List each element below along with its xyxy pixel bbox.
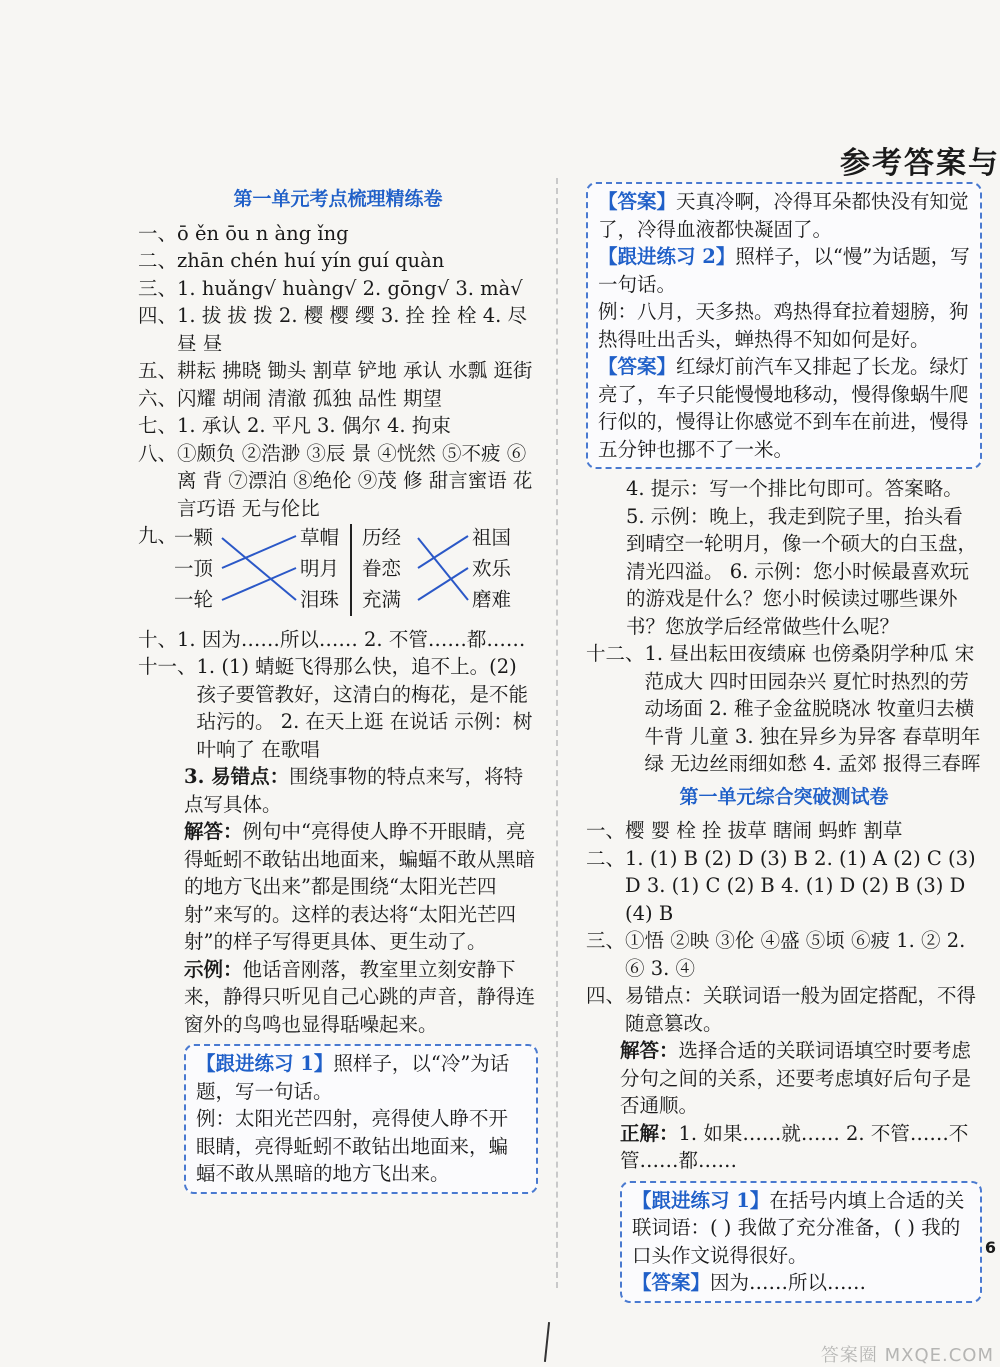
matching-label: 九、 [138,524,178,547]
answer-label: 一、 [138,221,178,245]
hint-paragraph: 4. 提示：写一个排比句即可。答案略。 [626,477,963,500]
answer-text: 闪耀 胡闹 清澈 孤独 品性 期望 [177,386,443,410]
match-right-b-2: 欢乐 [472,556,512,580]
page-number: 6 [984,1238,996,1257]
practice-tag: 【跟进练习 2】 [598,245,736,268]
follow-up-practice-box-3 [620,1181,982,1303]
answer-text: 1. (1) 蜻蜓飞得那么快，追不上。(2) 孩子要管教好，这清白的梅花，是不能玷污的。 2. 在天上逛 在说话 示例：树叶响了 在歌唱 [196,655,533,761]
answer-text: 易错点：关联词语一般为固定搭配，不得随意篡改。 [625,984,977,1035]
page-header-title: 参考答案与 [840,146,1000,181]
answer-text: 樱 婴 栓 拴 拔草 瞎闹 蚂蚱 割草 [625,819,903,842]
matching-diagram [138,522,538,618]
answer-text: 1. 拔 拔 拨 2. 樱 樱 缨 3. 拴 拴 栓 4. 尽 昼 昼 [177,304,528,355]
match-left-2: 一顶 [174,556,214,580]
match-line-4 [418,538,468,600]
match-line-3 [222,568,296,600]
answer-text: 因为……所以…… [710,1271,867,1294]
matching-separator [350,524,352,616]
answer-text: ō ěn ōu n àng ǐng [177,221,349,245]
answer-line-10 [138,626,538,654]
follow-up-practice-box-2 [586,182,982,469]
match-line-2 [222,536,296,568]
practice-example: 例：太阳光芒四射，亮得使人睁不开眼睛，亮得蚯蚓不敢钻出地面来，蝙蝠不敢从黑暗的地方飞出来。 [196,1107,509,1185]
explanation-text: 选择合适的关联词语填空时要考虑分句之间的关系，还要考虑填好后句子是否通顺。 [620,1039,972,1117]
match-mid-2: 明月 [300,556,340,580]
left-column [138,180,538,1200]
answer-text: 1. 因为……所以…… 2. 不管……都…… [177,627,526,651]
answer-line [586,817,982,845]
correct-answer-text: 1. 如果……就…… 2. 不管……不管……都…… [620,1121,969,1172]
practice-tag: 【跟进练习 1】 [632,1188,770,1212]
answer-label: 一、 [586,819,626,842]
match-left-1: 一颗 [174,525,214,549]
answer-line [586,982,982,1037]
answer-label: 五、 [138,359,178,382]
left-answer-list [138,220,538,523]
answer-line [138,275,538,303]
match-right-a-3: 充满 [362,587,402,611]
answer-label: 四、 [138,304,178,327]
section-title-right: 第一单元综合突破测试卷 [679,785,889,808]
match-line-1 [222,538,296,600]
answer-text: ①悟 ②映 ③伦 ④盛 ⑤顷 ⑥疲 1. ② 2. ⑥ 3. ④ [625,929,966,980]
sample-paragraph: 5. 示例：晚上，我走到院子里，抬头看到晴空一轮明月，像一个硕大的白玉盘，清光四溢。 6. 示例：您小时候最喜欢玩的游戏是什么？您小时候读过哪些课外书？您放学后经常做些什么呢？ [626,504,978,638]
answer-text: ①颇负 ②浩渺 ③辰 景 ④恍然 ⑤不疲 ⑥离 背 ⑦漂泊 ⑧绝伦 ⑨茂 修 甜言蜜语 花言巧语 无与伦比 [177,441,533,520]
match-mid-3: 泪珠 [300,587,340,611]
answer-line [138,412,538,440]
practice-tag: 【跟进练习 1】 [196,1052,334,1075]
answer-tag: 【答案】 [598,355,677,378]
answer-line [138,440,538,523]
answer-label: 三、 [586,929,626,952]
answer-label: 三、 [138,276,178,300]
answer-text: zhān chén huí yín guí quàn [177,249,445,272]
answer-label: 八、 [138,441,178,465]
explanation-text: 例句中“亮得使人睁不开眼睛，亮得蚯蚓不敢钻出地面来，蝙蝠不敢从黑暗的地方飞出来”都是围绕“太阳光芒四射”来写的。这样的表达将“太阳光芒四射”的样子写得更具体、更生动了。 [184,820,536,953]
example-paragraph [184,956,538,1039]
answer-line-12 [586,640,982,778]
pen-mark [544,1322,550,1362]
match-right-a-1: 历经 [362,525,402,549]
practice-text: 照样子，以“冷”为话题，写一句话。 [196,1052,510,1103]
answer-line [138,220,538,248]
answer-line [586,845,982,928]
explanation-paragraph [620,1037,982,1120]
right-column [586,182,982,1309]
match-mid-1: 草帽 [300,525,340,549]
answer-text: 红绿灯前汽车又排起了长龙。绿灯亮了，车子只能慢慢地移动，慢得像蜗牛爬行似的，慢得让你感觉不到车在前进，慢得五分钟也挪不了一米。 [598,355,969,461]
right-answer-list [586,817,982,1037]
answer-label: 二、 [586,846,626,870]
error-point-text: 围绕事物的特点来写，将特点写具体。 [184,765,524,816]
correct-answer-paragraph [620,1120,982,1175]
answer-tag: 【答案】 [598,190,677,213]
answer-text: 天真冷啊，冷得耳朵都快没有知觉了，冷得血液都快凝固了。 [598,190,969,241]
answer-label: 四、 [586,984,626,1007]
column-divider [556,178,558,1288]
error-point-label: 3. 易错点： [184,765,290,788]
watermark-logo: 答案圈 MXQE.COM [820,1345,994,1366]
example-text: 他话音刚落，教室里立刻安静下来，静得只听见自己心跳的声音，静得连窗外的鸟鸣也显得聒噪起来。 [184,957,536,1036]
answer-line [138,357,538,385]
answer-line [138,247,538,275]
match-right-a-2: 眷恋 [362,556,402,580]
practice-example: 例：八月，天多热。鸡热得耷拉着翅膀，狗热得吐出舌头，蝉热得不知如何是好。 [598,300,969,351]
answer-text: 耕耘 拂晓 锄头 割草 铲地 承认 水瓢 逛街 [177,359,533,382]
practice-text: 照样子，以“慢”为话题，写一句话。 [598,245,970,296]
answer-label: 七、 [138,414,178,437]
match-left-3: 一轮 [174,587,214,611]
answer-line [586,927,982,982]
answer-tag: 【答案】 [632,1271,711,1294]
answer-label: 十、 [138,627,178,651]
match-right-b-1: 祖国 [472,525,512,549]
answer-text: 1. (1) B (2) D (3) B 2. (1) A (2) C (3) D 3. (1) C (2) B 4. (1) D (2) B (3) D (4) B [625,846,976,925]
section-title-left: 第一单元考点梳理精练卷 [233,188,443,210]
answer-line [138,302,538,357]
answer-label: 六、 [138,386,178,410]
example-label: 示例： [184,957,243,981]
explanation-label: 解答： [184,820,243,843]
answer-text: 1. huǎng√ huàng√ 2. gōng√ 3. mà√ [177,276,523,300]
match-line-6 [418,568,468,600]
answer-line [138,385,538,413]
answer-label: 十二、 [586,642,645,665]
match-right-b-3: 磨难 [472,587,512,611]
practice-text: 在括号内填上合适的关联词语：( ) 我做了充分准备，( ) 我的口头作文说得很好。 [632,1188,965,1267]
correct-answer-label: 正解： [620,1121,679,1145]
answer-line-11 [138,653,538,763]
answer-label: 十一、 [138,655,197,678]
answer-text: 1. 昼出耘田夜绩麻 也傍桑阴学种瓜 宋 范成大 四时田园杂兴 夏忙时热烈的劳动场面 2. 稚子金盆脱晓冰 牧童归去横牛背 儿童 3. 独在异乡为异客 春草明年绿 无边丝雨细如愁 4. 孟郊 报得三春晖 [644,642,981,775]
follow-up-practice-box [184,1044,538,1194]
answer-text: 1. 承认 2. 平凡 3. 偶尔 4. 拘束 [177,414,451,437]
error-point-paragraph [184,763,538,818]
answer-label: 二、 [138,249,178,272]
explanation-paragraph [184,818,538,956]
match-line-5 [418,536,468,568]
explanation-label: 解答： [620,1039,679,1062]
